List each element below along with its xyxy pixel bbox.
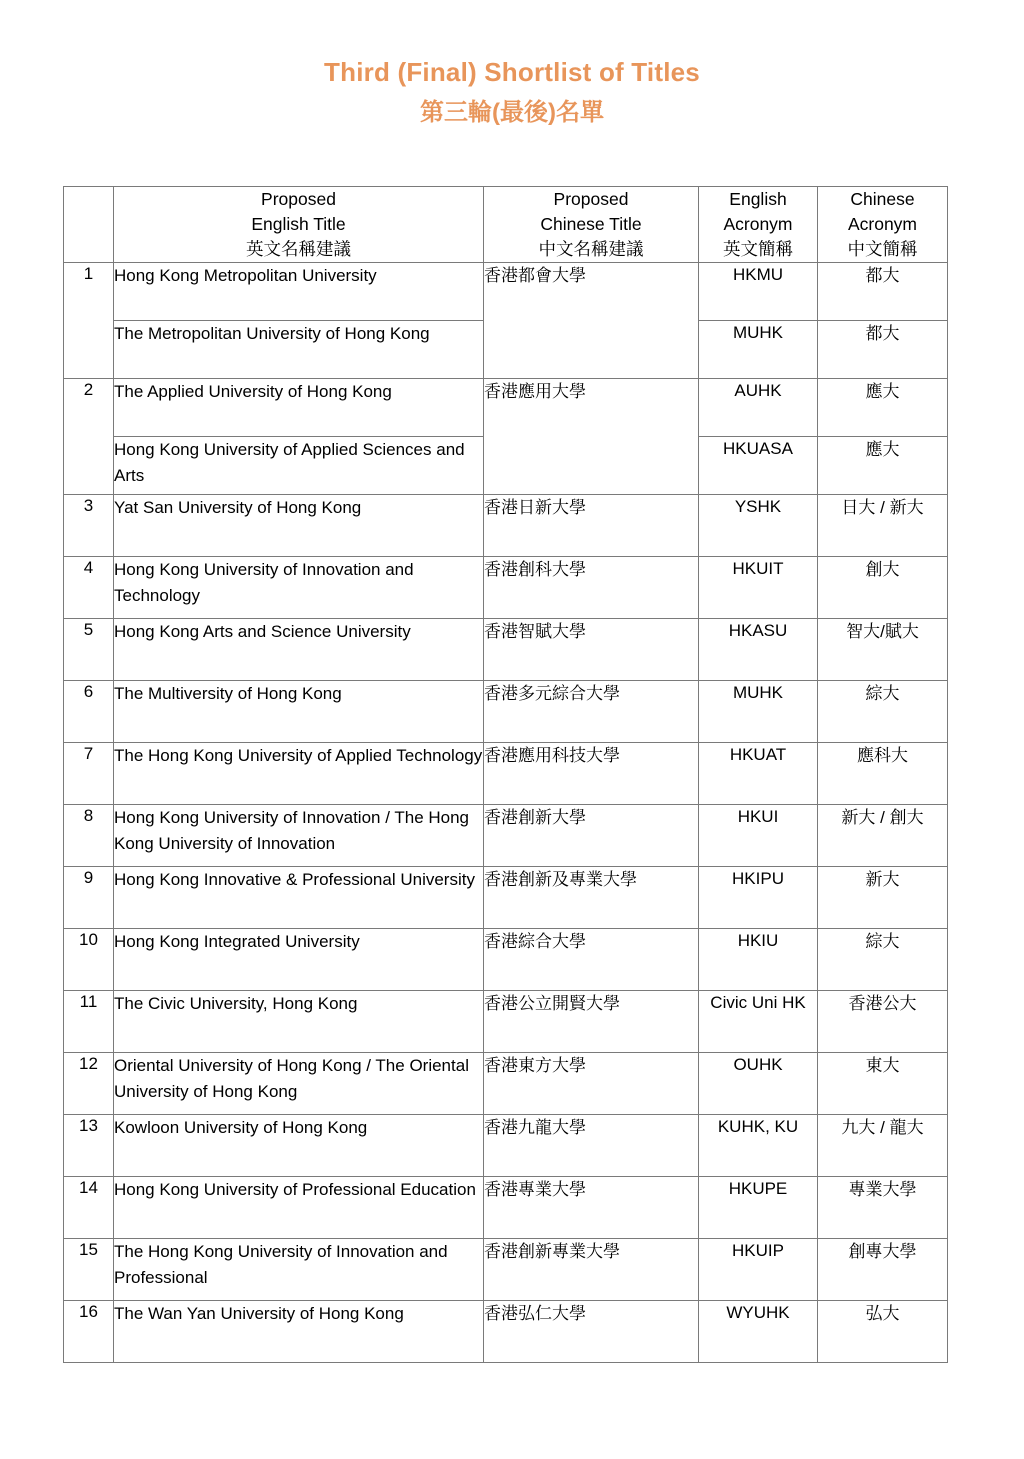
- cell-english-title: The Applied University of Hong Kong: [114, 378, 484, 436]
- cell-chinese-acronym: 應大: [818, 436, 948, 494]
- table-row: [64, 556, 948, 618]
- cell-chinese-acronym: 香港公大: [818, 990, 948, 1052]
- header-line-3: 英文簡稱: [723, 238, 793, 259]
- table-row: [64, 262, 948, 320]
- cell-english-acronym: HKUAT: [699, 742, 818, 804]
- header-line-2: Acronym: [847, 213, 918, 234]
- cell-english-acronym: HKUASA: [699, 436, 818, 494]
- column-header-number: [64, 187, 114, 263]
- cell-chinese-title: 香港弘仁大學: [484, 1300, 699, 1362]
- cell-chinese-title: 香港綜合大學: [484, 928, 699, 990]
- cell-english-acronym: HKIU: [699, 928, 818, 990]
- row-number: 15: [64, 1238, 114, 1300]
- table-row: [64, 990, 948, 1052]
- cell-chinese-acronym: 應大: [818, 378, 948, 436]
- cell-chinese-acronym: 智大/賦大: [818, 618, 948, 680]
- table-row: [64, 928, 948, 990]
- cell-chinese-title: 香港應用科技大學: [484, 742, 699, 804]
- header-line-1: Proposed: [553, 189, 629, 209]
- row-number: 1: [64, 262, 114, 378]
- cell-english-title: Hong Kong University of Innovation / The Hong Kong University of Innovation: [114, 804, 484, 866]
- row-number: 16: [64, 1300, 114, 1362]
- header-line-2: Chinese Title: [540, 213, 642, 234]
- cell-chinese-title: 香港創新大學: [484, 804, 699, 866]
- table-row: [64, 680, 948, 742]
- column-header-english-acronym: [699, 187, 818, 263]
- header-line-1: English: [729, 189, 787, 209]
- cell-english-title: The Multiversity of Hong Kong: [114, 680, 484, 742]
- cell-english-acronym: OUHK: [699, 1052, 818, 1114]
- cell-english-title: Hong Kong Arts and Science University: [114, 618, 484, 680]
- cell-english-title: Yat San University of Hong Kong: [114, 494, 484, 556]
- cell-chinese-acronym: 專業大學: [818, 1176, 948, 1238]
- cell-english-acronym: HKUIP: [699, 1238, 818, 1300]
- cell-chinese-title: 香港智賦大學: [484, 618, 699, 680]
- cell-chinese-title: 香港九龍大學: [484, 1114, 699, 1176]
- row-number: 12: [64, 1052, 114, 1114]
- cell-english-title: Oriental University of Hong Kong / The Oriental University of Hong Kong: [114, 1052, 484, 1114]
- header-line-2: Acronym: [723, 213, 793, 234]
- cell-english-acronym: WYUHK: [699, 1300, 818, 1362]
- cell-english-acronym: HKUIT: [699, 556, 818, 618]
- cell-english-title: The Hong Kong University of Innovation and Professional: [114, 1238, 484, 1300]
- row-number: 10: [64, 928, 114, 990]
- table-row: [64, 1052, 948, 1114]
- cell-english-title: The Hong Kong University of Applied Technology: [114, 742, 484, 804]
- cell-english-title: Hong Kong University of Applied Sciences and Arts: [114, 436, 484, 494]
- cell-english-title: The Wan Yan University of Hong Kong: [114, 1300, 484, 1362]
- header-line-1: Proposed: [261, 189, 336, 209]
- column-header-chinese-acronym: [818, 187, 948, 263]
- cell-chinese-acronym: 弘大: [818, 1300, 948, 1362]
- cell-chinese-acronym: 新大 / 創大: [818, 804, 948, 866]
- cell-chinese-title: 香港多元綜合大學: [484, 680, 699, 742]
- table-row: [64, 1238, 948, 1300]
- cell-chinese-acronym: 綜大: [818, 928, 948, 990]
- cell-chinese-title: 香港東方大學: [484, 1052, 699, 1114]
- cell-chinese-acronym: 東大: [818, 1052, 948, 1114]
- cell-english-title: Hong Kong University of Professional Education: [114, 1176, 484, 1238]
- table-row: [64, 1176, 948, 1238]
- shortlist-table-wrap: [63, 186, 947, 1363]
- cell-chinese-title: 香港應用大學: [484, 378, 699, 494]
- cell-chinese-title: 香港專業大學: [484, 1176, 699, 1238]
- row-number: 5: [64, 618, 114, 680]
- cell-english-title: The Civic University, Hong Kong: [114, 990, 484, 1052]
- cell-english-acronym: HKUI: [699, 804, 818, 866]
- table-body: [64, 262, 948, 1362]
- cell-chinese-title: 香港都會大學: [484, 262, 699, 378]
- column-header-english-title: [114, 187, 484, 263]
- row-number: 6: [64, 680, 114, 742]
- cell-chinese-acronym: 創大: [818, 556, 948, 618]
- column-header-chinese-title: [484, 187, 699, 263]
- cell-chinese-acronym: 九大 / 龍大: [818, 1114, 948, 1176]
- row-number: 8: [64, 804, 114, 866]
- cell-english-acronym: Civic Uni HK: [699, 990, 818, 1052]
- row-number: 4: [64, 556, 114, 618]
- cell-english-acronym: KUHK, KU: [699, 1114, 818, 1176]
- header-line-3: 中文名稱建議: [538, 238, 644, 259]
- cell-english-title: Hong Kong University of Innovation and Technology: [114, 556, 484, 618]
- table-row: [64, 742, 948, 804]
- document-title-block: [0, 0, 1024, 128]
- cell-chinese-acronym: 創專大學: [818, 1238, 948, 1300]
- row-number: 14: [64, 1176, 114, 1238]
- cell-chinese-acronym: 日大 / 新大: [818, 494, 948, 556]
- cell-english-title: Kowloon University of Hong Kong: [114, 1114, 484, 1176]
- cell-chinese-acronym: 都大: [818, 262, 948, 320]
- cell-english-title: The Metropolitan University of Hong Kong: [114, 320, 484, 378]
- cell-chinese-acronym: 應科大: [818, 742, 948, 804]
- cell-english-acronym: AUHK: [699, 378, 818, 436]
- cell-chinese-acronym: 都大: [818, 320, 948, 378]
- cell-chinese-acronym: 新大: [818, 866, 948, 928]
- row-number: 9: [64, 866, 114, 928]
- cell-english-title: Hong Kong Metropolitan University: [114, 262, 484, 320]
- header-line-2: English Title: [251, 213, 346, 234]
- cell-english-title: Hong Kong Innovative & Professional University: [114, 866, 484, 928]
- table-row: [64, 866, 948, 928]
- table-header: [64, 187, 948, 263]
- cell-english-acronym: HKASU: [699, 618, 818, 680]
- table-row: [64, 618, 948, 680]
- cell-chinese-title: 香港創新專業大學: [484, 1238, 699, 1300]
- table-row: [64, 1114, 948, 1176]
- row-number: 2: [64, 378, 114, 494]
- table-header-row: [64, 187, 948, 263]
- cell-chinese-acronym: 綜大: [818, 680, 948, 742]
- shortlist-table: [63, 186, 948, 1363]
- cell-english-title: Hong Kong Integrated University: [114, 928, 484, 990]
- table-row: [64, 804, 948, 866]
- row-number: 7: [64, 742, 114, 804]
- cell-english-acronym: HKIPU: [699, 866, 818, 928]
- cell-english-acronym: HKUPE: [699, 1176, 818, 1238]
- header-line-1: Chinese: [850, 189, 915, 209]
- cell-english-acronym: HKMU: [699, 262, 818, 320]
- table-row: [64, 378, 948, 436]
- cell-chinese-title: 香港創新及專業大學: [484, 866, 699, 928]
- cell-english-acronym: YSHK: [699, 494, 818, 556]
- header-line-3: 英文名稱建議: [246, 238, 351, 259]
- page-title-chinese: 第三輪(最後)名單: [420, 98, 604, 126]
- row-number: 3: [64, 494, 114, 556]
- cell-english-acronym: MUHK: [699, 680, 818, 742]
- row-number: 11: [64, 990, 114, 1052]
- cell-english-acronym: MUHK: [699, 320, 818, 378]
- cell-chinese-title: 香港創科大學: [484, 556, 699, 618]
- cell-chinese-title: 香港公立開賢大學: [484, 990, 699, 1052]
- table-row: [64, 1300, 948, 1362]
- row-number: 13: [64, 1114, 114, 1176]
- header-line-3: 中文簡稱: [847, 238, 918, 259]
- cell-chinese-title: 香港日新大學: [484, 494, 699, 556]
- page-title-english: Third (Final) Shortlist of Titles: [324, 57, 700, 87]
- table-row: [64, 494, 948, 556]
